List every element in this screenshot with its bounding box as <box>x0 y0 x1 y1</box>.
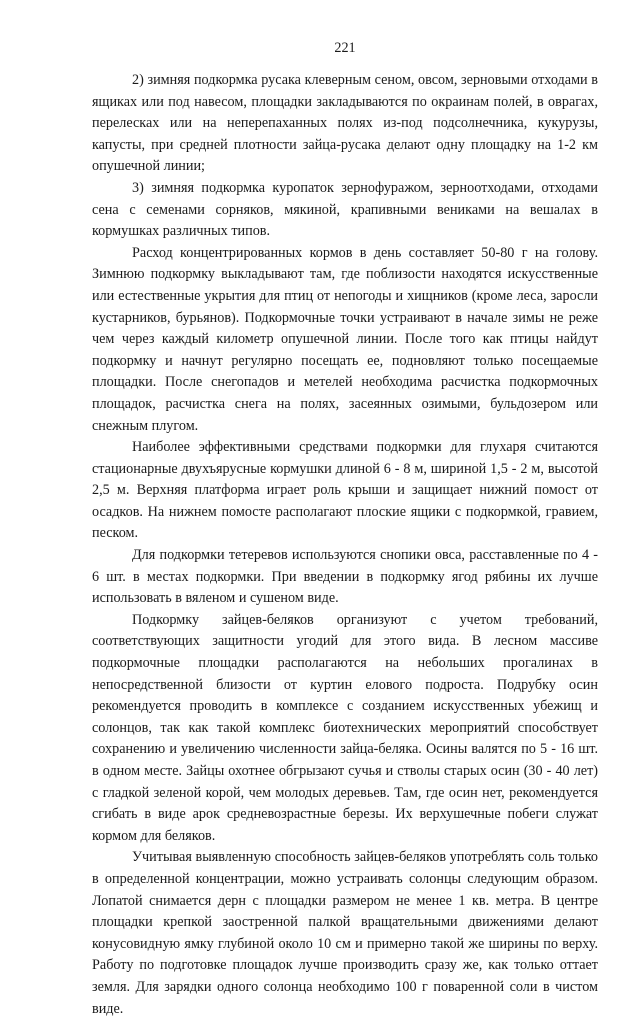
paragraph-salt-licks: Учитывая выявленную способность зайцев-беляков употреблять соль только в определенной концентрации, можно устраивать солонцы следующим образом. Лопатой снимается дерн с площадки размером не менее 1 кв. метра. В центре площадки крепкой заостренной палкой вращательными движениями делают конусовидную ямку глубиной около 10 см и примерно такой же ширины по верху. Работу по подготовке площадок лучше производить сразу же, как только оттает земля. Для зарядки одного солонца необходимо 100 г поваренной соли в чистом виде. <box>92 849 598 1017</box>
paragraph-hare-feeding: 2) зимняя подкормка русака клеверным сеном, овсом, зерновыми отходами в ящиках или под навесом, площадки закладываются по окраинам полей, в оврагах, перелесках или на неперепаханных полях из-под подсолнечника, кукурузы, капусты, при средней плотности зайца-русака делают одну площадку на 1-2 км опушечной линии; <box>92 72 598 175</box>
page-number: 221 <box>334 40 356 56</box>
paragraph-mountain-hare-feeding: Подкормку зайцев-беляков организуют с учетом требований, соответствующих защитности угодий для этого вида. В лесном массиве подкормочные площадки располагаются на небольших прогалинах в непосредственной близости от куртин елового подроста. Подрубку осин рекомендуется проводить в комплексе с созданием искусственных убежищ и солонцов, так как такой комплекс биотехнических мероприятий способствует сохранению и увеличению численности зайца-беляка. Осины валятся по 5 - 16 шт. в одном месте. Зайцы охотнее обгрызают сучья и стволы старых осин (30 - 40 лет) с гладкой зеленой корой, чем молодых деревьев. Там, где осин нет, рекомендуется сгибать в виде арок средневозрастные березы. Их верхушечные побеги служат кормом для беляков. <box>92 611 598 844</box>
paragraph-capercaillie-feeders: Наиболее эффективными средствами подкормки для глухаря считаются стационарные двухъярусные кормушки длиной 6 - 8 м, шириной 1,5 - 2 м, высотой 2,5 м. Верхняя платформа играет роль крыши и защищает нижний помост от осадков. На нижнем помосте располагают плоские ящики с подкормкой, гравием, песком. <box>92 439 598 542</box>
paragraph-black-grouse-feeding: Для подкормки тетеревов используются снопики овса, расставленные по 4 - 6 шт. в местах подкормки. При введении в подкормку ягод рябины их лучше использовать в вяленом и сушеном виде. <box>92 547 598 607</box>
paragraph-feed-consumption: Расход концентрированных кормов в день составляет 50-80 г на голову. Зимнюю подкормку выкладывают там, где поблизости находятся искусственные или естественные укрытия для птиц от непогоды и хищников (кроме леса, заросли кустарников, бурьянов). Подкормочные точки устраивают в начале зимы не реже чем через каждый километр опушечной линии. После того как птицы найдут подкормку и начнут регулярно посещать ее, подновляют только посещаемые площадки. После снегопадов и метелей необходима расчистка подкормочных площадок, расчистка снега на полях, засеянных озимыми, бульдозером или снежным плугом. <box>92 244 598 434</box>
paragraph-partridge-feeding: 3) зимняя подкормка куропаток зернофуражом, зерноотходами, отходами сена с семенами сорняков, мякиной, крапивными вениками на вешалах в кормушках различных типов. <box>92 179 598 240</box>
